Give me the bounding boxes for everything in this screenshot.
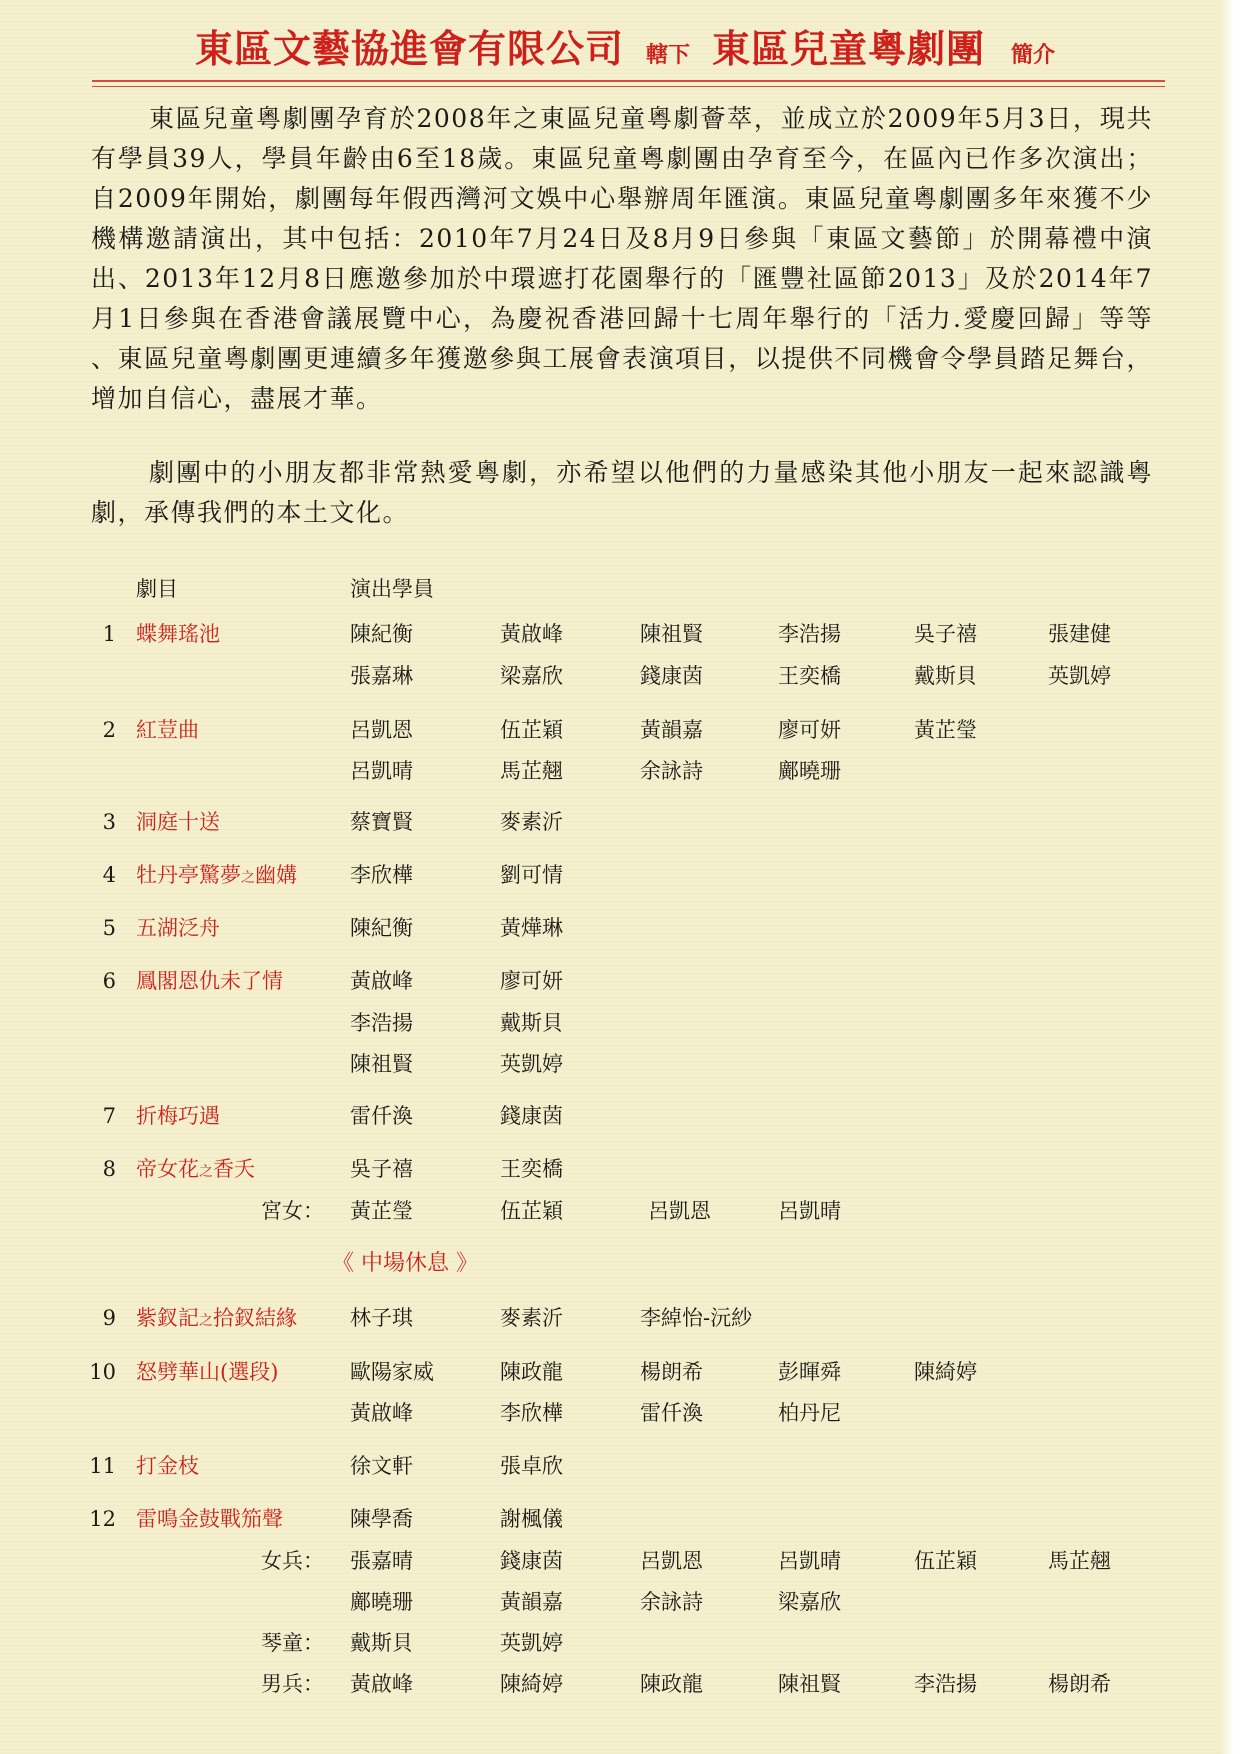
performer: 歐陽家威 bbox=[350, 1360, 434, 1384]
performer: 黃燁琳 bbox=[500, 916, 563, 940]
title-connector: 之 bbox=[199, 1313, 213, 1329]
troupe-name: 東區兒童粵劇團 bbox=[712, 27, 986, 71]
performer: 陳綺婷 bbox=[914, 1360, 977, 1384]
performer: 張嘉琳 bbox=[350, 664, 413, 688]
program-row bbox=[0, 659, 1240, 693]
performer: 呂凱晴 bbox=[350, 759, 413, 783]
performer: 戴斯貝 bbox=[500, 1011, 563, 1035]
performer: 黃芷瑩 bbox=[914, 718, 977, 742]
intro-paragraph-1: 東區兒童粵劇團孕育於2008年之東區兒童粵劇薈萃，並成立於2009年5月3日，現共有學員39人，學員年齡由6至18歲。東區兒童粵劇團由孕育至今，在區內已作多次演出；自2009年開始，劇團每年假西灣河文娛中心舉辦周年匯演。東區兒童粵劇團多年來獲不少機構邀請演出，其中包括：2010年7月24日及8月9日參與「東區文藝節」於開幕禮中演出、2013年12月8日應邀參加於中環遮打花園舉行的「匯豐社區節2013」及於2014年7月1日參與在香港會議展覽中心，為慶祝香港回歸十七周年舉行的「活力.愛慶回歸」等等 、東區兒童粵劇團更連續多年獲邀參與工展會表演項目，以提供不同機會令學員踏足舞台，增加自信心，盡展才華。 bbox=[91, 104, 1153, 413]
program-number: 1 bbox=[102, 622, 116, 646]
performer: 呂凱晴 bbox=[778, 1549, 841, 1573]
performer: 戴斯貝 bbox=[350, 1631, 413, 1655]
performer: 錢康茵 bbox=[500, 1104, 563, 1128]
program-row bbox=[0, 1152, 1240, 1186]
performer: 呂凱恩 bbox=[350, 718, 413, 742]
performer: 麥素沂 bbox=[500, 1306, 563, 1330]
performer: 廖可妍 bbox=[500, 969, 563, 993]
performer: 柏丹尼 bbox=[778, 1401, 841, 1425]
performer: 呂凱恩 bbox=[640, 1549, 703, 1573]
performer: 雷仟渙 bbox=[640, 1401, 703, 1425]
performer: 黃啟峰 bbox=[350, 969, 413, 993]
program-number: 10 bbox=[89, 1360, 116, 1384]
program-row bbox=[0, 1006, 1240, 1040]
title-part: 拾釵結緣 bbox=[213, 1306, 297, 1330]
performer: 陳綺婷 bbox=[500, 1672, 563, 1696]
header-rule-thin bbox=[92, 86, 1165, 87]
title-part: 帝女花 bbox=[136, 1157, 199, 1181]
performer: 吳子禧 bbox=[350, 1157, 413, 1181]
program-number: 7 bbox=[102, 1104, 116, 1128]
performer: 彭暉舜 bbox=[778, 1360, 841, 1384]
performer: 王奕橋 bbox=[778, 664, 841, 688]
performer: 謝楓儀 bbox=[500, 1507, 563, 1531]
performer: 黃韻嘉 bbox=[500, 1590, 563, 1614]
intro-label: 簡介 bbox=[1011, 43, 1056, 68]
role-label: 琴童： bbox=[261, 1631, 324, 1655]
program-row bbox=[0, 1194, 1240, 1228]
performer: 錢康茵 bbox=[500, 1549, 563, 1573]
performer: 蔡寶賢 bbox=[350, 810, 413, 834]
program-row bbox=[0, 1667, 1240, 1701]
program-row bbox=[0, 858, 1240, 892]
performer: 李浩揚 bbox=[914, 1672, 977, 1696]
performer: 戴斯貝 bbox=[914, 664, 977, 688]
title-part: 幽媾 bbox=[255, 863, 297, 887]
program-row bbox=[0, 1099, 1240, 1133]
performer: 張卓欣 bbox=[500, 1454, 563, 1478]
performer: 黃啟峰 bbox=[350, 1672, 413, 1696]
performer: 鄺曉珊 bbox=[350, 1590, 413, 1614]
performer: 楊朗希 bbox=[1048, 1672, 1111, 1696]
performer: 陳紀衡 bbox=[350, 622, 413, 646]
performer: 李綽怡-沅紗 bbox=[640, 1306, 753, 1330]
performer: 余詠詩 bbox=[640, 759, 703, 783]
performer: 伍芷穎 bbox=[500, 718, 563, 742]
program-row bbox=[0, 1301, 1240, 1335]
col-header-performers: 演出學員 bbox=[350, 577, 434, 601]
performer: 林子琪 bbox=[350, 1306, 413, 1330]
performer: 張建健 bbox=[1048, 622, 1111, 646]
performer: 麥素沂 bbox=[500, 810, 563, 834]
performer: 王奕橋 bbox=[500, 1157, 563, 1181]
performer: 呂凱晴 bbox=[778, 1199, 841, 1223]
performer: 呂凱恩 bbox=[648, 1199, 711, 1223]
program-row bbox=[0, 1449, 1240, 1483]
program-number: 8 bbox=[102, 1157, 116, 1181]
program-title bbox=[136, 1301, 297, 1338]
performer: 黃韻嘉 bbox=[640, 718, 703, 742]
header-rule-thick bbox=[92, 80, 1165, 82]
performer: 李欣樺 bbox=[500, 1401, 563, 1425]
role-label: 男兵： bbox=[261, 1672, 324, 1696]
role-label: 女兵： bbox=[261, 1549, 324, 1573]
performer: 李浩揚 bbox=[778, 622, 841, 646]
program-number: 5 bbox=[102, 916, 116, 940]
program-row bbox=[0, 1355, 1240, 1389]
program-title: 蝶舞瑤池 bbox=[136, 622, 220, 646]
performer: 英凱婷 bbox=[1048, 664, 1111, 688]
intro-paragraph-2: 劇團中的小朋友都非常熱愛粵劇，亦希望以他們的力量感染其他小朋友一起來認識粵劇，承傳我們的本土文化。 bbox=[91, 458, 1153, 527]
performer: 陳政龍 bbox=[640, 1672, 703, 1696]
program-title: 折梅巧遇 bbox=[136, 1104, 220, 1128]
program-row bbox=[0, 1502, 1240, 1536]
performer: 梁嘉欣 bbox=[778, 1590, 841, 1614]
program-title: 怒劈華山(選段) bbox=[136, 1360, 279, 1384]
document-header bbox=[95, 18, 1155, 78]
title-connector: 之 bbox=[241, 870, 255, 886]
col-header-program: 劇目 bbox=[136, 577, 178, 601]
program-row bbox=[0, 911, 1240, 945]
program-title: 五湖泛舟 bbox=[136, 916, 220, 940]
performer: 黃啟峰 bbox=[500, 622, 563, 646]
performer: 廖可妍 bbox=[778, 718, 841, 742]
program-number: 3 bbox=[102, 810, 116, 834]
performer: 楊朗希 bbox=[640, 1360, 703, 1384]
program-title bbox=[136, 858, 297, 895]
program-row bbox=[0, 1544, 1240, 1578]
title-part: 紫釵記 bbox=[136, 1306, 199, 1330]
program-number: 11 bbox=[89, 1454, 116, 1478]
performer: 陳祖賢 bbox=[350, 1052, 413, 1076]
program-row bbox=[0, 617, 1240, 651]
performer: 馬芷翹 bbox=[500, 759, 563, 783]
program-title bbox=[136, 1152, 255, 1189]
performer: 陳祖賢 bbox=[778, 1672, 841, 1696]
program-number: 12 bbox=[89, 1507, 116, 1531]
performer: 伍芷穎 bbox=[914, 1549, 977, 1573]
performer: 張嘉晴 bbox=[350, 1549, 413, 1573]
program-title: 雷鳴金鼓戰笳聲 bbox=[136, 1507, 283, 1531]
performer: 李欣樺 bbox=[350, 863, 413, 887]
performer: 黃啟峰 bbox=[350, 1401, 413, 1425]
performer: 雷仟渙 bbox=[350, 1104, 413, 1128]
performer: 徐文軒 bbox=[350, 1454, 413, 1478]
program-row bbox=[0, 1585, 1240, 1619]
performer: 吳子禧 bbox=[914, 622, 977, 646]
program-number: 2 bbox=[102, 718, 116, 742]
program-title: 打金枝 bbox=[136, 1454, 199, 1478]
role-label: 宮女： bbox=[261, 1199, 324, 1223]
program-number: 4 bbox=[102, 863, 116, 887]
performer: 陳紀衡 bbox=[350, 916, 413, 940]
performer: 英凱婷 bbox=[500, 1052, 563, 1076]
performer: 錢康茵 bbox=[640, 664, 703, 688]
performer: 馬芷翹 bbox=[1048, 1549, 1111, 1573]
performer: 陳祖賢 bbox=[640, 622, 703, 646]
program-row bbox=[0, 754, 1240, 788]
performer: 鄺曉珊 bbox=[778, 759, 841, 783]
performer: 劉可情 bbox=[500, 863, 563, 887]
under-label: 轄下 bbox=[645, 43, 690, 68]
performer: 伍芷穎 bbox=[500, 1199, 563, 1223]
program-row bbox=[0, 805, 1240, 839]
performer: 陳政龍 bbox=[500, 1360, 563, 1384]
program-number: 9 bbox=[102, 1306, 116, 1330]
program-row bbox=[0, 1626, 1240, 1660]
title-part: 牡丹亭驚夢 bbox=[136, 863, 241, 887]
performer: 余詠詩 bbox=[640, 1590, 703, 1614]
program-row bbox=[0, 964, 1240, 998]
program-title: 紅荳曲 bbox=[136, 718, 199, 742]
program-row bbox=[0, 713, 1240, 747]
program-title: 洞庭十送 bbox=[136, 810, 220, 834]
program-row bbox=[0, 1396, 1240, 1430]
interval-label: 《 中場休息 》 bbox=[332, 1251, 478, 1276]
performer: 英凱婷 bbox=[500, 1631, 563, 1655]
org-name: 東區文藝協進會有限公司 bbox=[194, 27, 624, 71]
title-part: 香夭 bbox=[213, 1157, 255, 1181]
performer: 李浩揚 bbox=[350, 1011, 413, 1035]
title-connector: 之 bbox=[199, 1164, 213, 1180]
program-number: 6 bbox=[102, 969, 116, 993]
program-title: 鳳閣恩仇未了情 bbox=[136, 969, 283, 993]
program-row bbox=[0, 1047, 1240, 1081]
performer: 黃芷瑩 bbox=[350, 1199, 413, 1223]
performer: 陳學喬 bbox=[350, 1507, 413, 1531]
performer: 梁嘉欣 bbox=[500, 664, 563, 688]
